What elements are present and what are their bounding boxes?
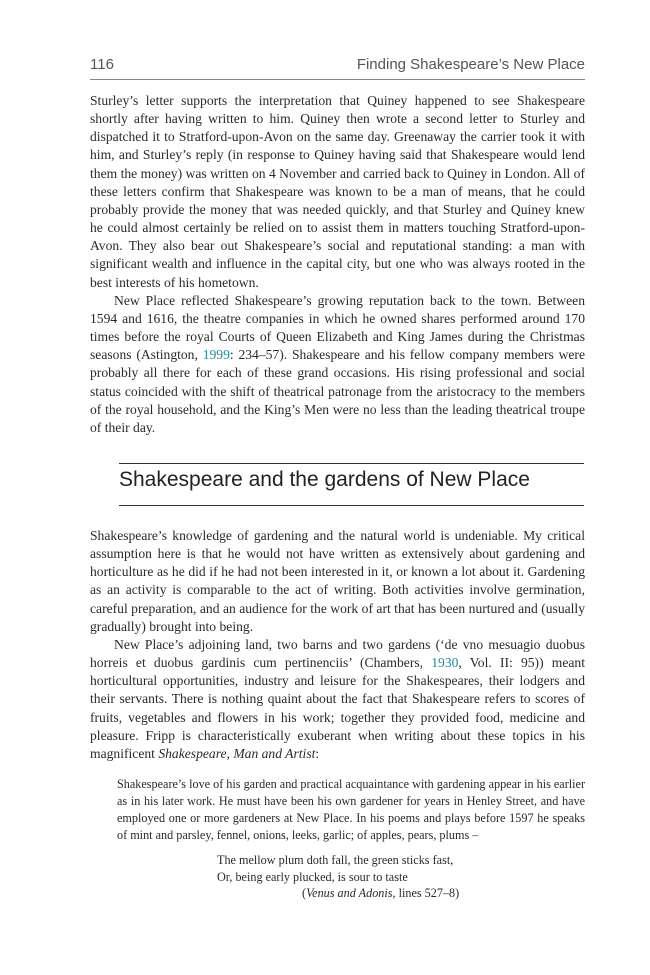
section-heading: Shakespeare and the gardens of New Place (119, 468, 530, 491)
page-number: 116 (90, 56, 114, 73)
paragraph-adjoining-land (90, 636, 585, 763)
paragraph-new-place-reputation (90, 292, 585, 437)
verse-source (217, 885, 517, 902)
top-body-text (90, 92, 585, 437)
source-title: Venus and Adonis (306, 886, 393, 900)
verse-line: Or, being early plucked, is sour to taste (217, 869, 408, 884)
paragraph-text: : 234–57). Shakespeare and his fellow company members were probably all there for each of these grand occasions. His rising professional and social status coincided with the shift of theatrical patronage from the aristocracy to the members of the royal household, and the King’s Men were no less than the leading theatrical troupe of their day. (90, 347, 585, 435)
section-body-text (90, 527, 585, 763)
verse-line: The mellow plum doth fall, the green sticks fast, (217, 853, 454, 867)
block-quote-text: Shakespeare’s love of his garden and practical acquaintance with gardening appear in his earlier as in his later work. He must have been his own gardener for years in Henley Street, and have employed one or more gardeners at New Place. In his poems and plays before 1597 he speaks of mint and parsley, fennel, onions, leeks, garlic; of apples, pears, plums – (117, 777, 586, 842)
section-rule-top (119, 463, 584, 464)
source-paren: ( (302, 886, 307, 900)
paragraph-sturley-letter: Sturley’s letter supports the interpretation that Quiney happened to see Shakespeare shortly after having written to him. Quiney then wrote a second letter to Sturley and dispatched it to Stratford-upon-Avon on the same day. Greenaway the carrier took it with him, and Sturley’s reply (in response to Quiney having said that Shakespeare would lend them the money) was written on 4 November and carried back to Quiney in London. All of these letters confirm that Shakespeare was known to be a man of means, that he could probably provide the money that was needed quickly, and that Sturley and Quiney knew he could almost certainly be relied on to assist them in matters touching Stratford-upon-Avon. They also bear out Shakespeare’s social and reputational standing: a man with significant wealth and influence in the capital city, but one who was always rooted in the best interests of his hometown. (90, 93, 585, 290)
paragraph-text: , Vol. II: 95)) meant horticultural opportunities, industry and leisure for the Shakespeares, their lodgers and their servants. There is nothing quaint about the fact that Shakespeare refers to scores of fruits, vegetables and flowers in his work; together they provided food, medicine and pleasure. Fripp is characteristically exuberant when writing about these topics in his magnificent (90, 655, 585, 761)
paragraph-text: : (315, 745, 320, 761)
book-title-italic: Shakespeare, Man and Artist (158, 745, 316, 761)
citation-link-astington[interactable]: 1999 (202, 347, 230, 363)
source-lines: , lines 527–8) (392, 886, 460, 900)
running-head-title: Finding Shakespeare’s New Place (356, 56, 585, 73)
section-rule-bottom (119, 505, 584, 506)
header-divider (90, 79, 585, 80)
citation-link-chambers[interactable]: 1930 (431, 655, 459, 671)
block-quote (117, 776, 585, 844)
paragraph-text: New Place’s adjoining land, two barns and two gardens (‘de vno mesuagio duobus horreis et duobus gardinis cum pertinenciis’ (Chambers, (90, 636, 585, 671)
running-head (90, 56, 585, 76)
paragraph-gardening-knowledge: Shakespeare’s knowledge of gardening and the natural world is undeniable. My critical assumption here is that he would not have written as extensively about gardening and horticulture as he did if he had not been interested in it, or known a lot about it. Gardening as an activity is comparable to the act of writing. Both activities involve germination, careful preparation, and an audience for the work of art that has been nurtured and (usually gradually) brought into being. (90, 528, 585, 634)
paragraph-text: New Place reflected Shakespeare’s growing reputation back to the town. Between 1594 and 1616, the theatre companies in which he owned shares performed around 170 times before the royal Courts of Queen Elizabeth and King James during the Christmas seasons (Astington, (90, 292, 585, 363)
verse-quote (217, 852, 517, 902)
